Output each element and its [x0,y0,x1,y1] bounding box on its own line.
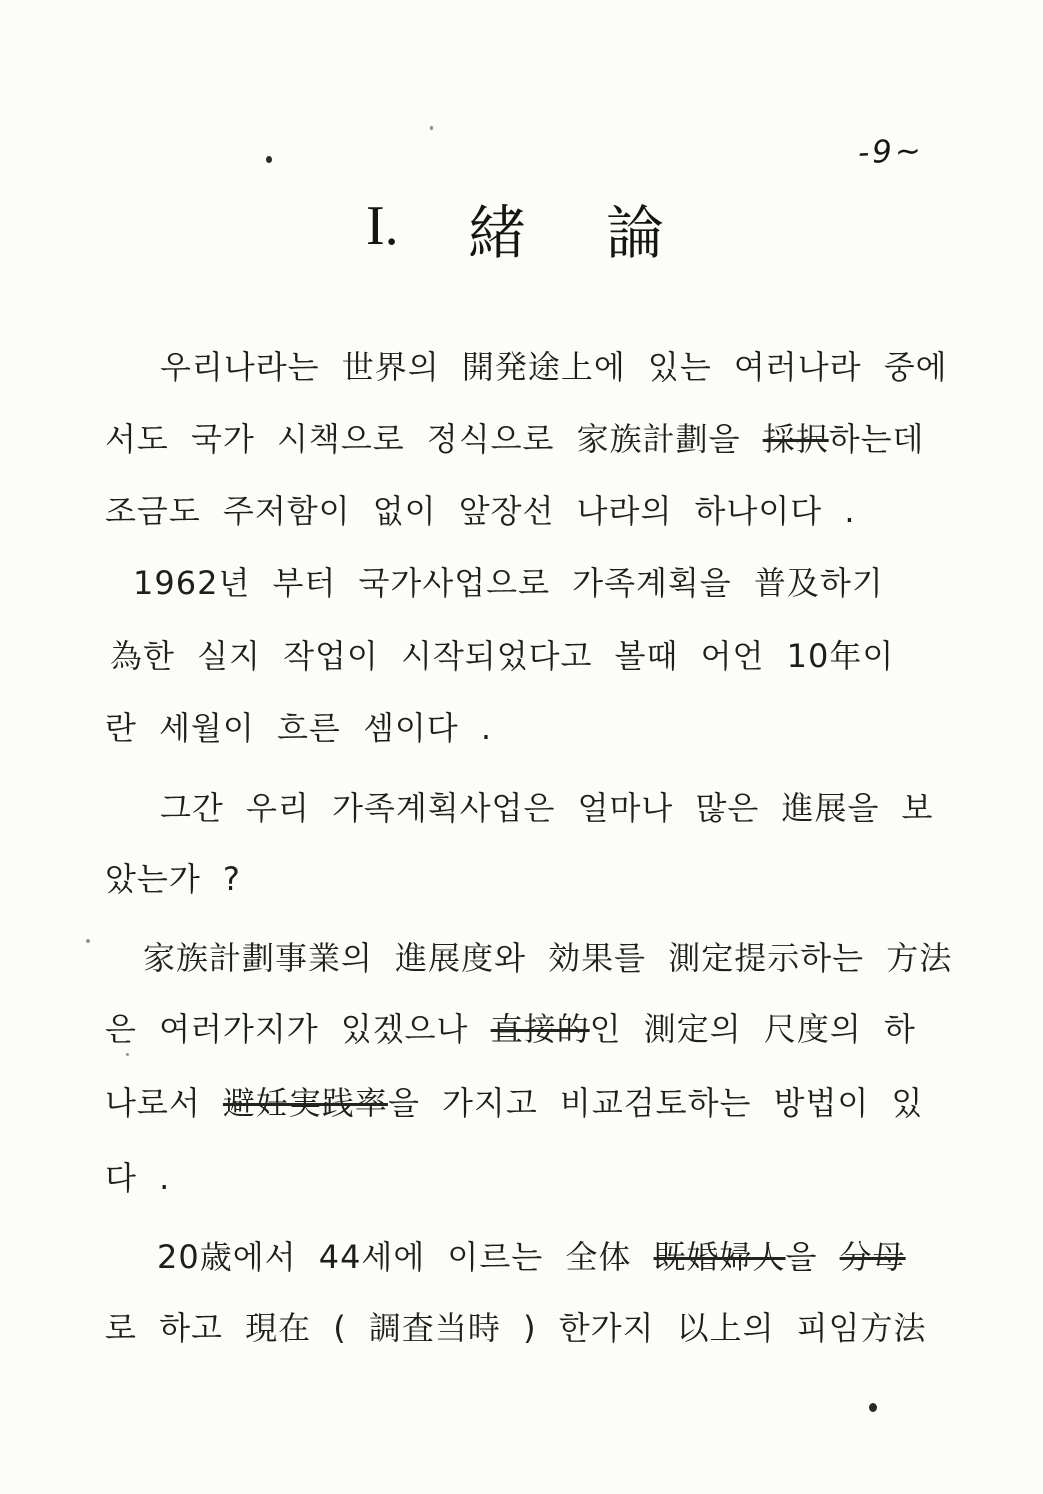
scan-speck [869,1403,877,1412]
line-10 [105,1004,916,1054]
line-02-text: 서도 국가 시책으로 정식으로 家族計劃을 [105,420,763,458]
line-10-text: 은 여러가지가 있겠으나 [105,1010,491,1048]
line-11 [105,1078,923,1128]
line-06: 란 세월이 흐른 셈이다 . [105,709,493,747]
line-02 [105,414,924,464]
line-13-text: 20歳에서 44세에 이르는 全体 [157,1238,654,1276]
scan-speck [266,156,272,163]
scan-speck [86,939,90,943]
line-13 [157,1232,906,1282]
line-01: 우리나라는 世界의 開発途上에 있는 여러나라 중에 [160,348,948,386]
page-number: -9~ [857,132,925,172]
line-02-text-end: 하는데 [828,420,925,458]
chapter-numeral: I. [366,195,399,257]
line-12: 다 . [105,1159,171,1197]
line-13-struck-word-2: 分母 [839,1238,906,1276]
chapter-title-char-1: 緒 [468,199,527,267]
chapter-title-char-2: 論 [606,199,665,267]
scan-speck [126,1053,129,1056]
line-02-struck-word: 採択 [762,420,829,458]
line-13-struck-word-1: 既婚婦人 [653,1238,786,1276]
line-11-text: 나로서 [105,1084,223,1122]
scan-speck [430,126,433,130]
line-13-text-mid: 을 [785,1238,840,1276]
line-08: 았는가 ? [105,860,241,898]
line-07: 그간 우리 가족계획사업은 얼마나 많은 進展을 보 [160,789,934,827]
line-03: 조금도 주저함이 없이 앞장선 나라의 하나이다 . [105,492,856,530]
line-11-text-end: 을 가지고 비교검토하는 방법이 있 [387,1084,924,1122]
chapter-title [0,186,1043,276]
line-04: 1962년 부터 국가사업으로 가족계획을 普及하기 [133,564,884,602]
line-05: 為한 실지 작업이 시작되었다고 볼때 어언 10年이 [110,637,895,675]
line-09: 家族計劃事業의 進展度와 効果를 測定提示하는 方法 [143,939,953,977]
line-14: 로 하고 現在 ( 調査当時 ) 한가지 以上의 피임方法 [105,1309,927,1347]
line-10-text-end: 인 測定의 尺度의 하 [589,1010,916,1048]
line-11-struck-word: 避妊実践率 [222,1084,388,1122]
line-10-struck-word: 直接的 [490,1010,590,1048]
